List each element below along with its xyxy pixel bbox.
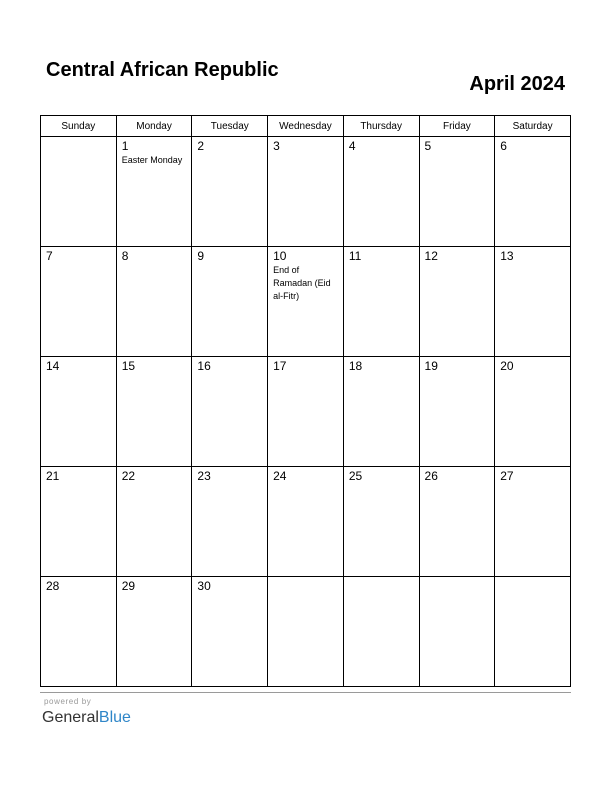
day-cell (192, 467, 268, 577)
day-cell (343, 247, 419, 357)
week-row-5 (41, 577, 571, 687)
day-number: 1 (121, 139, 129, 153)
day-number: 20 (500, 359, 514, 373)
day-number: 29 (121, 579, 136, 593)
day-cell (41, 467, 117, 577)
day-number: 11 (348, 249, 362, 263)
day-number: 16 (197, 359, 211, 373)
day-cell (268, 357, 344, 467)
day-number: 8 (121, 249, 129, 263)
day-number: 25 (348, 469, 363, 483)
week-row-2 (41, 247, 571, 357)
day-cell (116, 247, 192, 357)
brand-name-general: General (42, 709, 99, 726)
day-cell (268, 577, 344, 687)
day-cell (495, 247, 571, 357)
day-cell (419, 247, 495, 357)
week-row-3 (41, 357, 571, 467)
holiday-label: Easter Monday (121, 155, 183, 165)
day-cell (495, 577, 571, 687)
day-cell (419, 357, 495, 467)
calendar-grid (40, 115, 571, 687)
day-cell (192, 137, 268, 247)
day-cell (192, 247, 268, 357)
day-cell (495, 137, 571, 247)
weekday-sunday: Sunday (41, 116, 117, 137)
day-cell (495, 467, 571, 577)
weekday-wednesday: Wednesday (268, 116, 344, 137)
day-number: 27 (500, 469, 514, 483)
day-cell (419, 467, 495, 577)
day-number: 2 (197, 139, 205, 153)
generalblue-logo[interactable] (42, 708, 131, 728)
day-cell (41, 247, 117, 357)
day-number: 28 (46, 579, 60, 593)
day-number: 30 (197, 579, 211, 593)
weekday-monday: Monday (116, 116, 192, 137)
day-cell (268, 137, 344, 247)
day-number: 26 (424, 469, 438, 483)
day-cell (343, 357, 419, 467)
day-cell (343, 467, 419, 577)
weekday-friday: Friday (419, 116, 495, 137)
day-cell (268, 467, 344, 577)
day-cell (41, 137, 117, 247)
day-cell (116, 137, 192, 247)
day-cell (343, 577, 419, 687)
weekday-tuesday: Tuesday (192, 116, 268, 137)
week-row-1 (41, 137, 571, 247)
day-number: 19 (424, 359, 438, 373)
day-cell (192, 357, 268, 467)
day-number: 6 (500, 139, 507, 153)
day-number: 17 (273, 359, 287, 373)
month-year-title: April 2024 (469, 73, 565, 95)
day-cell (41, 357, 117, 467)
day-cell (116, 577, 192, 687)
day-number: 12 (424, 249, 438, 263)
day-cell (116, 357, 192, 467)
day-number: 10 (273, 249, 287, 263)
day-number: 24 (273, 469, 287, 483)
weekday-thursday: Thursday (343, 116, 419, 137)
week-row-4 (41, 467, 571, 577)
holiday-label: End of Ramadan (Eid al-Fitr) (273, 265, 331, 301)
country-title: Central African Republic (46, 59, 279, 81)
day-cell (116, 467, 192, 577)
day-cell (41, 577, 117, 687)
day-number: 21 (46, 469, 60, 483)
day-number: 22 (121, 469, 136, 483)
weekday-saturday: Saturday (495, 116, 571, 137)
day-number: 5 (424, 139, 432, 153)
day-cell (268, 247, 344, 357)
day-number: 4 (348, 139, 356, 153)
day-number: 15 (121, 359, 136, 373)
day-cell (419, 577, 495, 687)
day-cell (192, 577, 268, 687)
day-number: 13 (500, 249, 514, 263)
day-number: 18 (348, 359, 363, 373)
day-number: 14 (46, 359, 60, 373)
weekday-header-row (41, 116, 571, 137)
day-number: 23 (197, 469, 211, 483)
day-cell (419, 137, 495, 247)
powered-by-label: powered by (44, 697, 92, 706)
day-number: 7 (46, 249, 53, 263)
brand-name-blue: Blue (98, 709, 131, 726)
day-number: 9 (197, 249, 205, 263)
day-cell (343, 137, 419, 247)
footer-divider (40, 692, 571, 693)
day-number: 3 (273, 139, 280, 153)
day-cell (495, 357, 571, 467)
